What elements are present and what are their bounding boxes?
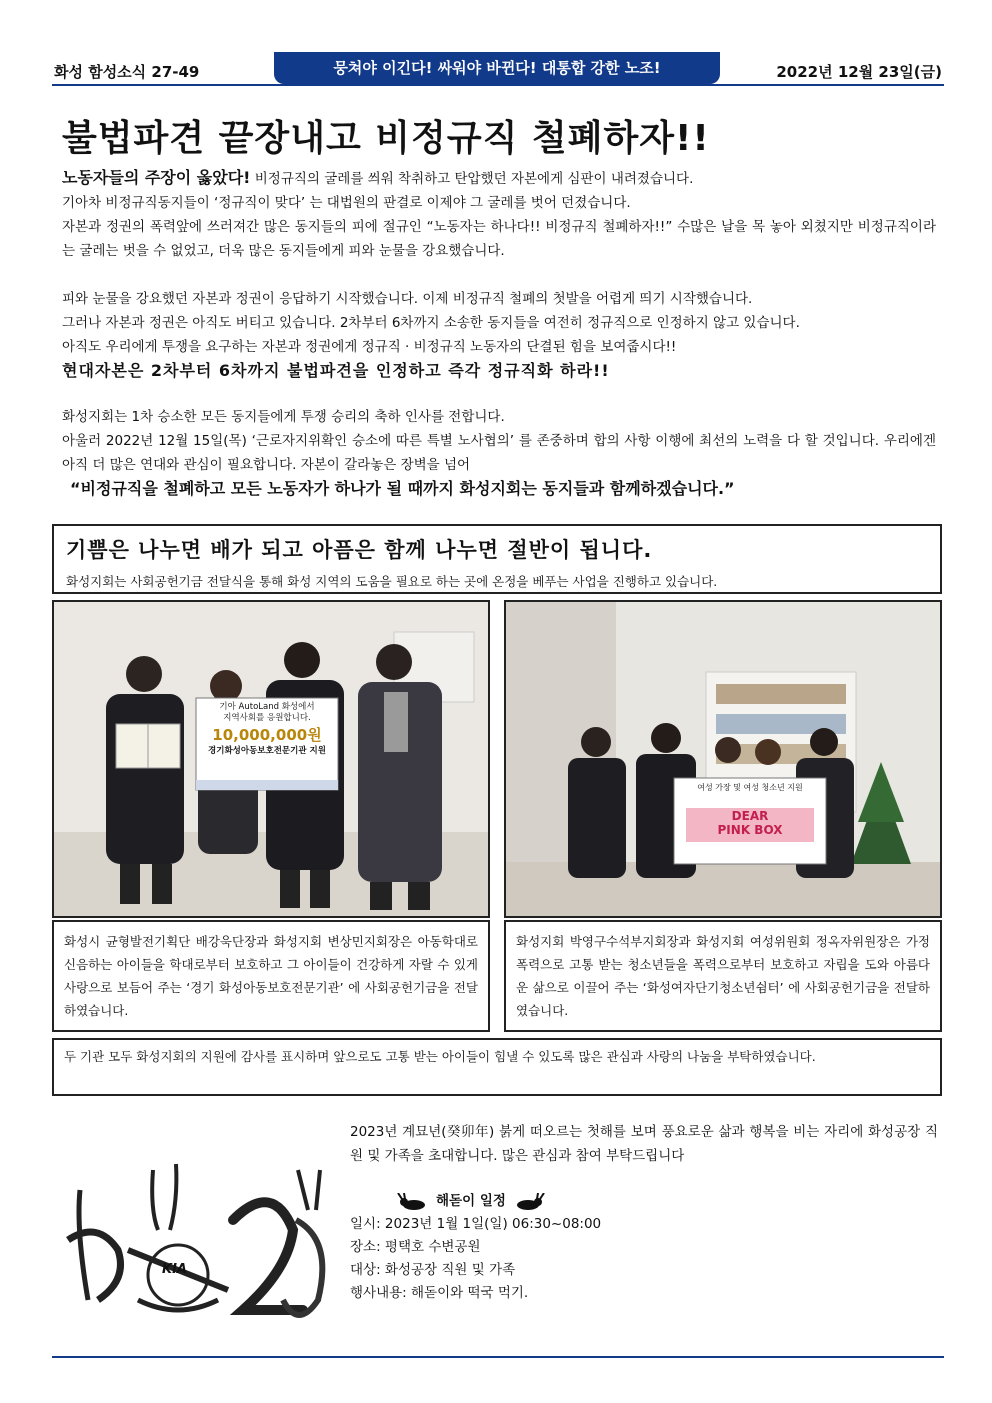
- rabbit-icon: [512, 1193, 546, 1211]
- article-p5: 아직도 우리에게 투쟁을 요구하는 자본과 정권에게 정규직 · 비정규직 노동자의 단결된 힘을 보여줍시다!!: [62, 339, 677, 355]
- issue-date: 2022년 12월 23일(금): [776, 63, 942, 81]
- article-p8: 아울러 2022년 12월 15일(목) ‘근로자지위확인 승소에 따른 특별 노사협의’ 를 존중하며 합의 사항 이행에 최선의 노력을 다 할 것입니다. 우리에겐 아직 더 많은 연대와 관심이 필요합니다. 자본이 갈라놓은 장벽을 넘어: [62, 433, 936, 473]
- board-text-right: [674, 782, 826, 837]
- page-header: [52, 52, 944, 86]
- board-text-left: [196, 702, 338, 757]
- caption-left: 화성시 균형발전기획단 배강욱단장과 화성지회 변상민지회장은 아동학대로 신음하는 아이들을 학대로부터 보호하고 그 아이들이 건강하게 자랄 수 있게 사랑으로 보듬어 주는 ‘경기 화성아동보호전문기관’ 에 사회공헌기금을 전달하였습니다.: [52, 920, 490, 1032]
- board-right-big-2: PINK BOX: [717, 823, 783, 837]
- invite-text: [350, 1120, 938, 1168]
- article-p6: 현대자본은 2차부터 6차까지 불법파견을 인정하고 즉각 정규직화 하라!!: [62, 361, 610, 380]
- article-p1: 기아차 비정규직동지들이 ‘정규직이 맞다’ 는 대법원의 판결로 이제야 그 굴레를 벗어 던졌습니다.: [62, 195, 631, 211]
- schedule-date: 일시: 2023년 1월 1일(일) 06:30~08:00: [350, 1216, 602, 1232]
- schedule-title: 해돋이 일정: [436, 1193, 506, 1209]
- issue-number: 화성 함성소식 27-49: [54, 63, 200, 81]
- caption-right: 화성지회 박영구수석부지회장과 화성지회 여성위원회 정옥자위원장은 가정폭력으로 고통 받는 청소년들을 폭력으로부터 보호하고 자립을 도와 아름다운 삶으로 이끌어 주는 ‘화성여자단기청소년쉼터’ 에 사회공헌기금을 전달하였습니다.: [504, 920, 942, 1032]
- headline: 불법파견 끝장내고 비정규직 철폐하자!!: [62, 118, 710, 159]
- slogan-banner: 뭉쳐야 이긴다! 싸워야 바뀐다! 대통합 강한 노조!: [274, 52, 720, 84]
- sunrise-schedule: [350, 1190, 601, 1305]
- sharing-subtitle: 화성지회는 사회공헌기금 전달식을 통해 화성 지역의 도움을 필요로 하는 곳에 온정을 베푸는 사업을 진행하고 있습니다.: [66, 574, 718, 589]
- thanks-note: 두 기관 모두 화성지회의 지원에 감사를 표시하며 앞으로도 고통 받는 아이들이 힘낼 수 있도록 많은 관심과 사랑의 나눔을 부탁하였습니다.: [52, 1038, 942, 1096]
- article-p4: 그러나 자본과 정권은 아직도 버티고 있습니다. 2차부터 6차까지 소송한 동지들을 여전히 정규직으로 인정하지 않고 있습니다.: [62, 315, 800, 331]
- board-line-1: 기아 AutoLand 화성에서: [219, 702, 315, 712]
- sharing-box: [52, 524, 942, 594]
- board-org: 경기화성아동보호전문기관 지원: [208, 746, 326, 756]
- board-line-2: 지역사회를 응원합니다.: [223, 713, 311, 723]
- lead-rest: 비정규직의 굴레를 씌워 착취하고 탄압했던 자본에게 심판이 내려졌습니다.: [250, 171, 694, 187]
- photo-left-scene: [54, 602, 488, 916]
- photo-right: [504, 600, 942, 918]
- schedule-place: 장소: 평택호 수변공원: [350, 1239, 481, 1255]
- schedule-title-row: [350, 1190, 601, 1213]
- board-right-line-1: 여성 가장 및 여성 청소년 지원: [697, 783, 803, 792]
- article-p7: 화성지회는 1차 승소한 모든 동지들에게 투쟁 승리의 축하 인사를 전합니다.: [62, 409, 505, 425]
- footer-rule: [52, 1356, 944, 1358]
- board-amount: 10,000,000원: [212, 726, 322, 744]
- rabbit-calligraphy-icon: [58, 1150, 338, 1340]
- lead-bold: 노동자들의 주장이 옳았다!: [62, 168, 251, 187]
- photo-left: [52, 600, 490, 918]
- article-p2: 자본과 정권의 폭력앞에 쓰러져간 많은 동지들의 피에 절규인 “노동자는 하나다!! 비정규직 철폐하자!!” 수많은 날을 목 놓아 외쳤지만 비정규직이라는 굴레는 벗을 수 없었고, 더욱 많은 동지들에게 피와 눈물을 강요했습니다.: [62, 219, 936, 259]
- header-rule: [52, 84, 944, 86]
- new-year-calligraphy: [58, 1150, 338, 1340]
- kia-logo-text: KIA: [162, 1262, 187, 1277]
- schedule-content: 행사내용: 해돋이와 떡국 먹기.: [350, 1285, 529, 1301]
- sharing-title: 기쁨은 나누면 배가 되고 아픔은 함께 나누면 절반이 됩니다.: [66, 538, 653, 562]
- board-right-big-1: DEAR: [731, 809, 769, 823]
- article-body: [62, 166, 936, 501]
- rabbit-icon: [396, 1193, 430, 1211]
- article-quote: “비정규직을 철폐하고 모든 노동자가 하나가 될 때까지 화성지회는 동지들과 함께하겠습니다.”: [70, 479, 735, 498]
- article-p3: 피와 눈물을 강요했던 자본과 정권이 응답하기 시작했습니다. 이제 비정규직 철폐의 첫발을 어렵게 띄기 시작했습니다.: [62, 291, 753, 307]
- schedule-target: 대상: 화성공장 직원 및 가족: [350, 1262, 516, 1278]
- photo-right-scene: [506, 602, 940, 916]
- invite-paragraph: 2023년 계묘년(癸卯年) 붉게 떠오르는 첫해를 보며 풍요로운 삶과 행복을 비는 자리에 화성공장 직원 및 가족을 초대합니다. 많은 관심과 참여 부탁드립니다: [350, 1124, 938, 1164]
